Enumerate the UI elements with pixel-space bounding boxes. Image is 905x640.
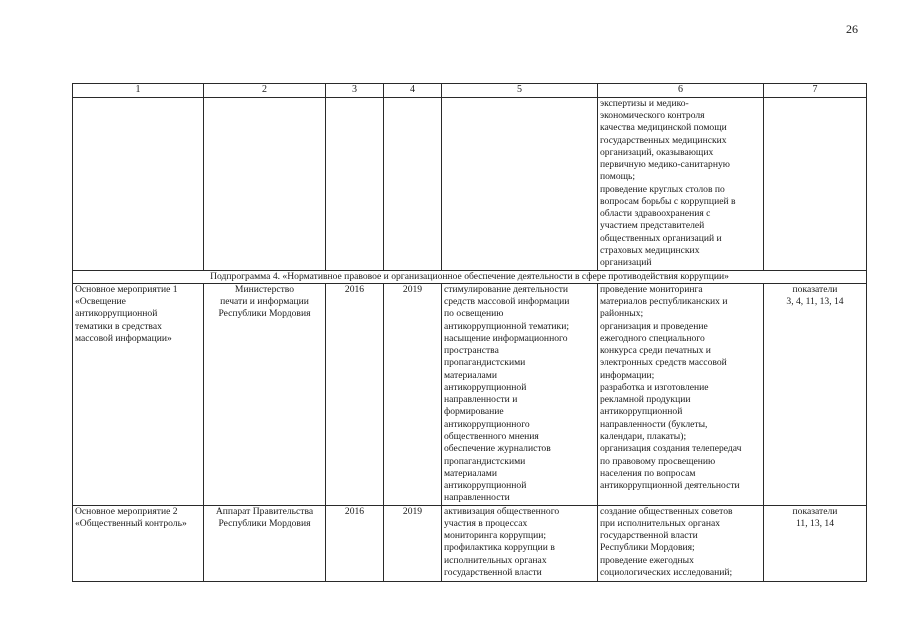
start-year: 2016 [326,505,384,581]
activities: проведение мониторинга материалов республиканских и районных; организация и проведение ежегодного специального конкурса среди печатных и электронных средств массовой информации; разработка и изготовление рекламной продукции антикоррупционной направленности (буклеты, календари, плакаты); организация создания телепередач по правовому просвещению населения по вопросам антикоррупционной деятельности [598,283,764,505]
column-number: 6 [598,84,764,98]
column-number: 3 [326,84,384,98]
activities-cell: экспертизы и медико- экономического контроля качества медицинской помощи государственных медицинских организаций, оказывающих первичную медико-санитарную помощь; проведение круглых столов по вопросам борьбы с коррупцией в области здравоохранения с участием представителей общественных организаций и страховых медицинских организаций [598,97,764,270]
column-number: 5 [442,84,598,98]
table-cell [73,97,204,270]
column-number: 1 [73,84,204,98]
page-number: 26 [846,22,858,36]
subprogram-title: Подпрограмма 4. «Нормативное правовое и организационное обеспечение деятельности в сфере противодействия коррупции» [73,270,867,283]
indicators: показатели 3, 4, 11, 13, 14 [764,283,867,505]
column-number: 2 [204,84,326,98]
table-cell [764,97,867,270]
table-row [73,283,867,505]
column-number: 7 [764,84,867,98]
expected-results: стимулирование деятельности средств массовой информации по освещению антикоррупционной тематики; насыщение информационного пространства пропагандистскими материалами антикоррупционной направленности и формирование антикоррупционного общественного мнения обеспечение журналистов пропагандистскими материалами антикоррупционной направленности [442,283,598,505]
measure-name: Основное мероприятие 1 «Освещение антикоррупционной тематики в средствах массовой информации» [73,283,204,505]
table-cell [384,97,442,270]
activities: создание общественных советов при исполнительных органах государственной власти Республики Мордовия; проведение ежегодных социологических исследований; [598,505,764,581]
indicators: показатели 11, 13, 14 [764,505,867,581]
continuation-row [73,97,867,270]
executor: Аппарат Правительства Республики Мордовия [204,505,326,581]
column-number: 4 [384,84,442,98]
table-cell [326,97,384,270]
end-year: 2019 [384,283,442,505]
measure-name: Основное мероприятие 2 «Общественный контроль» [73,505,204,581]
column-number-row [73,84,867,98]
table-cell [204,97,326,270]
subprogram-row [73,270,867,283]
table-cell [442,97,598,270]
start-year: 2016 [326,283,384,505]
end-year: 2019 [384,505,442,581]
executor: Министерство печати и информации Республики Мордовия [204,283,326,505]
measures-table [72,83,867,582]
expected-results: активизация общественного участия в процессах мониторинга коррупции; профилактика коррупции в исполнительных органах государственной власти [442,505,598,581]
table-row [73,505,867,581]
